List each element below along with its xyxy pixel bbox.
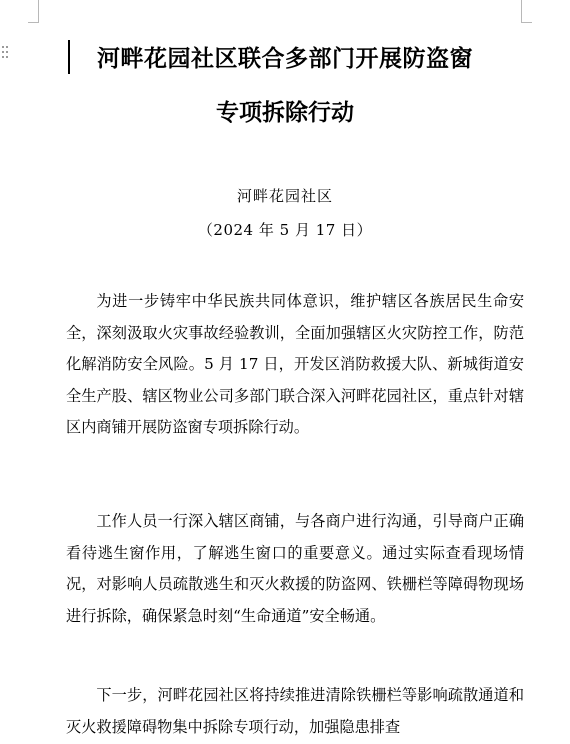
page-corner-mark-right xyxy=(521,0,532,23)
document-date[interactable]: （2024 年 5 月 17 日） xyxy=(197,221,373,239)
page-corner-mark-left xyxy=(28,0,39,23)
body-paragraph-1[interactable]: 为进一步铸牢中华民族共同体意识，维护辖区各族居民生命安全，深刻汲取火灾事故经验教训，全面加强辖区火灾防控工作，防范化解消防安全风险。5 月 17 日，开发区消防救援大队、新城街道安全生产股、辖区物业公司多部门联合深入河畔花园社区，重点针对辖区内商铺开展防盗窗专项拆除行动。 xyxy=(66,292,524,436)
document-source[interactable]: 河畔花园社区 xyxy=(236,187,333,205)
body-paragraph-3[interactable]: 下一步，河畔花园社区将持续推进清除铁栅栏等影响疏散通道和灭火救援障碍物集中拆除专项行动，加强隐患排查 xyxy=(66,686,524,736)
document-title-line-2[interactable]: 专项拆除行动 xyxy=(216,99,354,126)
body-paragraph-2[interactable]: 工作人员一行深入辖区商铺，与各商户进行沟通，引导商户正确看待逃生窗作用，了解逃生窗口的重要意义。通过实际查看现场情况，对影响人员疏散逃生和灭火救援的防盗网、铁栅栏等障碍物现场进行拆除，确保紧急时刻“生命通道”安全畅通。 xyxy=(66,512,524,625)
document-title-line-1[interactable]: 河畔花园社区联合多部门开展防盗窗 xyxy=(97,45,473,72)
